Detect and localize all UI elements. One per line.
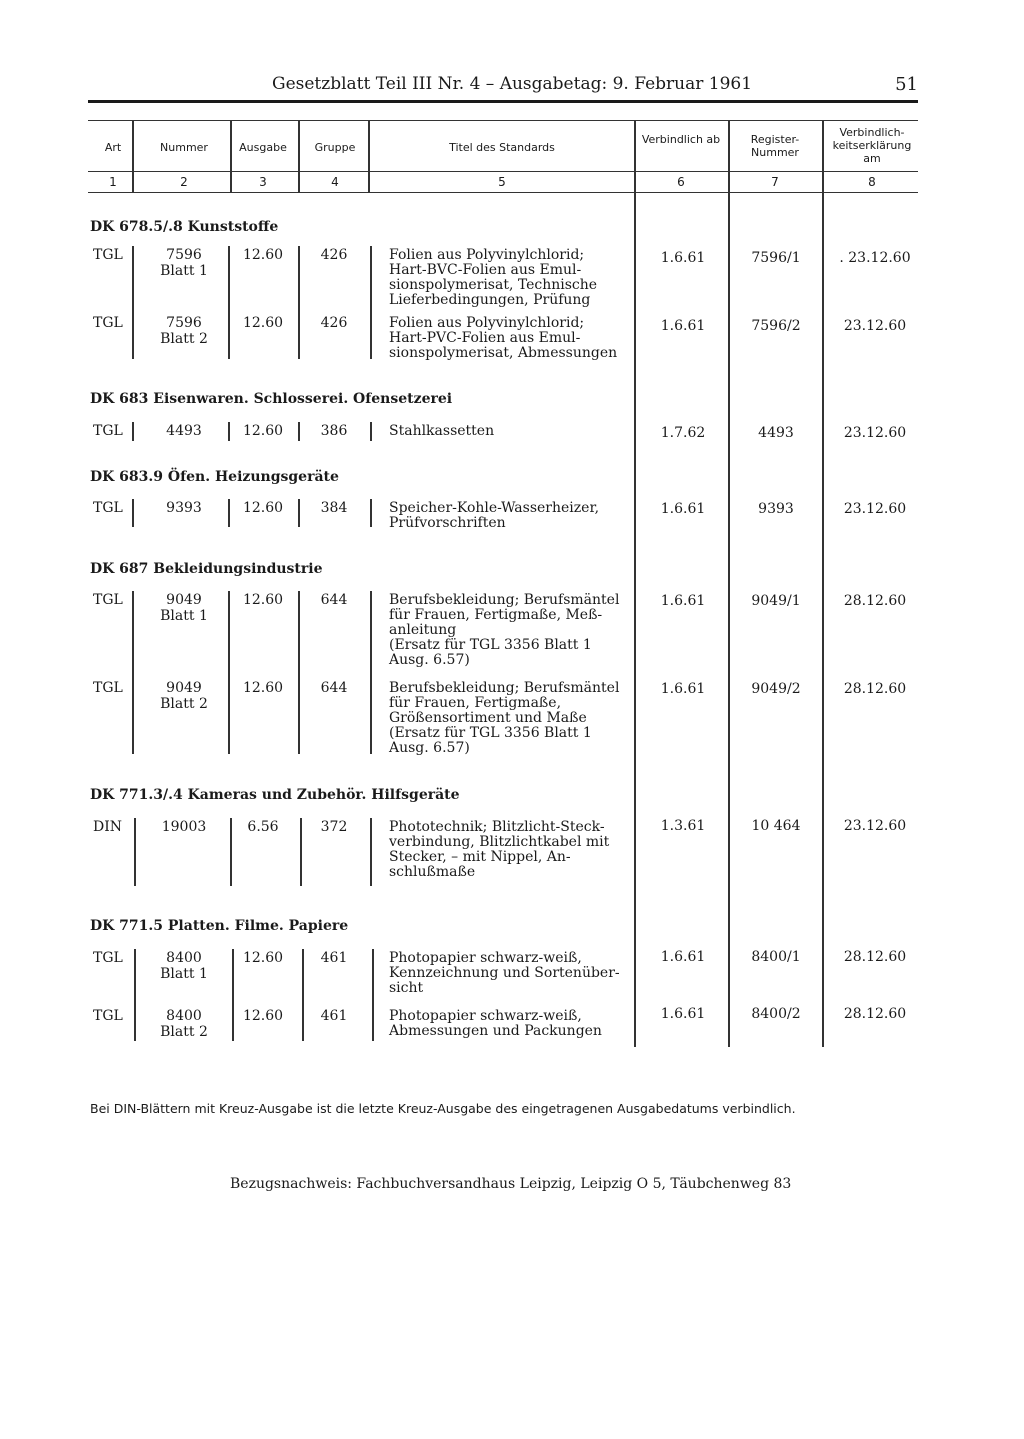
column-header-register-nummer: Register-Nummer — [750, 133, 800, 159]
row-column-rule — [370, 591, 372, 754]
row-column-rule — [302, 949, 304, 1041]
header-column-rule — [298, 121, 300, 193]
column-header-titel: Titel des Standards — [449, 141, 555, 154]
cell-nummer: 9049 — [166, 592, 202, 608]
cell-ausgabe: 12.60 — [242, 950, 284, 966]
cell-gruppe: 384 — [320, 500, 348, 516]
section-heading: DK 678.5/.8 Kunststoffe — [90, 219, 279, 235]
cell-art: TGL — [93, 423, 123, 439]
cell-register: 10 464 — [751, 818, 801, 834]
cell-verbindlich-ab: 1.7.62 — [660, 425, 706, 441]
cell-blatt: Blatt 2 — [160, 696, 208, 712]
cell-ausgabe: 12.60 — [242, 315, 284, 331]
cell-blatt: Blatt 2 — [160, 331, 208, 347]
cell-verbindlich-ab: 1.3.61 — [660, 818, 706, 834]
cell-register: 9049/1 — [751, 593, 801, 609]
cell-art: TGL — [93, 1008, 123, 1024]
cell-erklaerung: 23.12.60 — [843, 318, 907, 334]
cell-gruppe: 386 — [320, 423, 348, 439]
cell-blatt: Blatt 2 — [160, 1024, 208, 1040]
row-column-rule — [132, 499, 134, 527]
row-column-rule — [228, 499, 230, 527]
cell-register: 9393 — [758, 501, 794, 517]
section-heading: DK 771.5 Platten. Filme. Papiere — [90, 918, 349, 934]
cell-art: TGL — [93, 592, 123, 608]
row-column-rule — [298, 499, 300, 527]
section-heading: DK 687 Bekleidungsindustrie — [90, 561, 323, 577]
cell-ausgabe: 12.60 — [242, 247, 284, 263]
column-number-1: 1 — [109, 175, 117, 189]
cell-ausgabe: 12.60 — [242, 423, 284, 439]
cell-titel: Photopapier schwarz-weiß, Kennzeichnung und Sortenüber- sicht — [389, 950, 620, 996]
cell-erklaerung: 23.12.60 — [843, 425, 907, 441]
cell-ausgabe: 12.60 — [242, 680, 284, 696]
cell-register: 7596/2 — [751, 318, 801, 334]
section-heading: DK 683 Eisenwaren. Schlosserei. Ofensetzerei — [90, 391, 453, 407]
column-header-ausgabe: Ausgabe — [239, 141, 287, 154]
row-column-rule — [132, 246, 134, 359]
column-header-art: Art — [104, 141, 122, 154]
cell-art: TGL — [93, 680, 123, 696]
cell-register: 7596/1 — [751, 250, 801, 266]
cell-erklaerung: 28.12.60 — [843, 1006, 907, 1022]
row-column-rule — [370, 246, 372, 359]
cell-titel: Speicher-Kohle-Wasserheizer, Prüfvorschriften — [389, 500, 600, 531]
cell-nummer: 4493 — [166, 423, 202, 439]
cell-gruppe: 461 — [320, 950, 348, 966]
cell-nummer: 9049 — [166, 680, 202, 696]
header-column-rule — [368, 121, 370, 193]
cell-verbindlich-ab: 1.6.61 — [660, 681, 706, 697]
header-number-divider — [88, 171, 918, 172]
cell-titel: Folien aus Polyvinylchlorid; Hart-BVC-Folien aus Emul- sionspolymerisat, Technische Lieferbedingungen, Prüfung — [389, 247, 598, 308]
page-header — [88, 74, 918, 100]
footnote: Bei DIN-Blättern mit Kreuz-Ausgabe ist die letzte Kreuz-Ausgabe des eingetragenen Ausgabedatums verbindlich. — [90, 1101, 796, 1116]
cell-titel: Berufsbekleidung; Berufsmäntel für Frauen, Fertigmaße, Größensortiment und Maße (Ersatz für TGL 3356 Blatt 1 Ausg. 6.57) — [389, 680, 620, 756]
row-column-rule — [228, 591, 230, 754]
cell-nummer: 19003 — [161, 819, 207, 835]
cell-nummer: 7596 — [166, 247, 202, 263]
cell-ausgabe: 12.60 — [242, 1008, 284, 1024]
cell-blatt: Blatt 1 — [160, 608, 208, 624]
row-column-rule — [300, 818, 302, 886]
cell-nummer: 8400 — [166, 1008, 202, 1024]
row-column-rule — [370, 499, 372, 527]
cell-verbindlich-ab: 1.6.61 — [660, 250, 706, 266]
cell-ausgabe: 12.60 — [242, 592, 284, 608]
row-column-rule — [134, 949, 136, 1041]
cell-erklaerung: 28.12.60 — [843, 949, 907, 965]
cell-gruppe: 644 — [320, 680, 348, 696]
section-heading: DK 771.3/.4 Kameras und Zubehör. Hilfsgeräte — [90, 787, 460, 803]
cell-erklaerung: 28.12.60 — [843, 681, 907, 697]
cell-register: 4493 — [758, 425, 794, 441]
cell-titel: Stahlkassetten — [389, 423, 495, 439]
source-reference: Bezugsnachweis: Fachbuchversandhaus Leipzig, Leipzig O 5, Täubchenweg 83 — [230, 1176, 792, 1192]
page-number: 51 — [895, 74, 918, 95]
cell-titel: Photopapier schwarz-weiß, Abmessungen und Packungen — [389, 1008, 602, 1039]
header-column-rule — [132, 121, 134, 193]
header-column-rule — [230, 121, 232, 193]
cell-gruppe: 372 — [320, 819, 348, 835]
header-column-rule — [728, 121, 730, 193]
row-column-rule — [232, 949, 234, 1041]
cell-register: 9049/2 — [751, 681, 801, 697]
cell-verbindlich-ab: 1.6.61 — [660, 318, 706, 334]
row-column-rule — [298, 422, 300, 441]
column-number-7: 7 — [771, 175, 779, 189]
column-header-verbindlich-ab: Verbindlich ab — [641, 133, 721, 146]
header-title: Gesetzblatt Teil III Nr. 4 – Ausgabetag: 9. Februar 1961 — [272, 74, 753, 94]
row-column-rule — [134, 818, 136, 886]
row-column-rule — [370, 818, 372, 886]
cell-erklaerung: . 23.12.60 — [839, 250, 911, 266]
cell-register: 8400/1 — [751, 949, 801, 965]
cell-gruppe: 644 — [320, 592, 348, 608]
column-header-verbindlichkeitserklaerung: Verbindlich-keitserklärung am — [832, 126, 912, 165]
cell-erklaerung: 23.12.60 — [843, 818, 907, 834]
cell-gruppe: 426 — [320, 315, 348, 331]
column-number-4: 4 — [331, 175, 339, 189]
column-number-3: 3 — [259, 175, 267, 189]
cell-blatt: Blatt 1 — [160, 966, 208, 982]
cell-titel: Folien aus Polyvinylchlorid; Hart-PVC-Folien aus Emul- sionspolymerisat, Abmessungen — [389, 315, 618, 361]
row-column-rule — [228, 246, 230, 359]
row-column-rule — [298, 591, 300, 754]
column-number-8: 8 — [868, 175, 876, 189]
row-column-rule — [230, 818, 232, 886]
row-column-rule — [298, 246, 300, 359]
cell-erklaerung: 28.12.60 — [843, 593, 907, 609]
column-number-6: 6 — [677, 175, 685, 189]
cell-gruppe: 426 — [320, 247, 348, 263]
cell-art: TGL — [93, 247, 123, 263]
row-column-rule — [228, 422, 230, 441]
cell-blatt: Blatt 1 — [160, 263, 208, 279]
cell-nummer: 9393 — [166, 500, 202, 516]
column-number-2: 2 — [180, 175, 188, 189]
cell-nummer: 7596 — [166, 315, 202, 331]
cell-art: TGL — [93, 315, 123, 331]
column-number-5: 5 — [498, 175, 506, 189]
cell-titel: Phototechnik; Blitzlicht-Steck- verbindung, Blitzlichtkabel mit Stecker, – mit Nippel, An- schlußmaße — [389, 819, 610, 880]
header-column-rule — [822, 121, 824, 193]
header-bottom-rule — [88, 192, 918, 193]
section-heading: DK 683.9 Öfen. Heizungsgeräte — [90, 469, 339, 485]
cell-nummer: 8400 — [166, 950, 202, 966]
cell-titel: Berufsbekleidung; Berufsmäntel für Frauen, Fertigmaße, Meß- anleitung (Ersatz für TGL 3356 Blatt 1 Ausg. 6.57) — [389, 592, 620, 668]
cell-gruppe: 461 — [320, 1008, 348, 1024]
table-header — [88, 120, 918, 193]
cell-verbindlich-ab: 1.6.61 — [660, 949, 706, 965]
header-column-rule — [634, 121, 636, 193]
cell-ausgabe: 12.60 — [242, 500, 284, 516]
cell-verbindlich-ab: 1.6.61 — [660, 501, 706, 517]
row-column-rule — [132, 422, 134, 441]
row-column-rule — [372, 949, 374, 1041]
cell-art: TGL — [93, 950, 123, 966]
cell-art: DIN — [93, 819, 123, 835]
cell-ausgabe: 6.56 — [247, 819, 279, 835]
cell-erklaerung: 23.12.60 — [843, 501, 907, 517]
row-column-rule — [370, 422, 372, 441]
row-column-rule — [132, 591, 134, 754]
cell-verbindlich-ab: 1.6.61 — [660, 593, 706, 609]
header-rule — [88, 100, 918, 103]
cell-verbindlich-ab: 1.6.61 — [660, 1006, 706, 1022]
column-header-gruppe: Gruppe — [314, 141, 356, 154]
cell-register: 8400/2 — [751, 1006, 801, 1022]
cell-art: TGL — [93, 500, 123, 516]
column-header-nummer: Nummer — [160, 141, 208, 154]
